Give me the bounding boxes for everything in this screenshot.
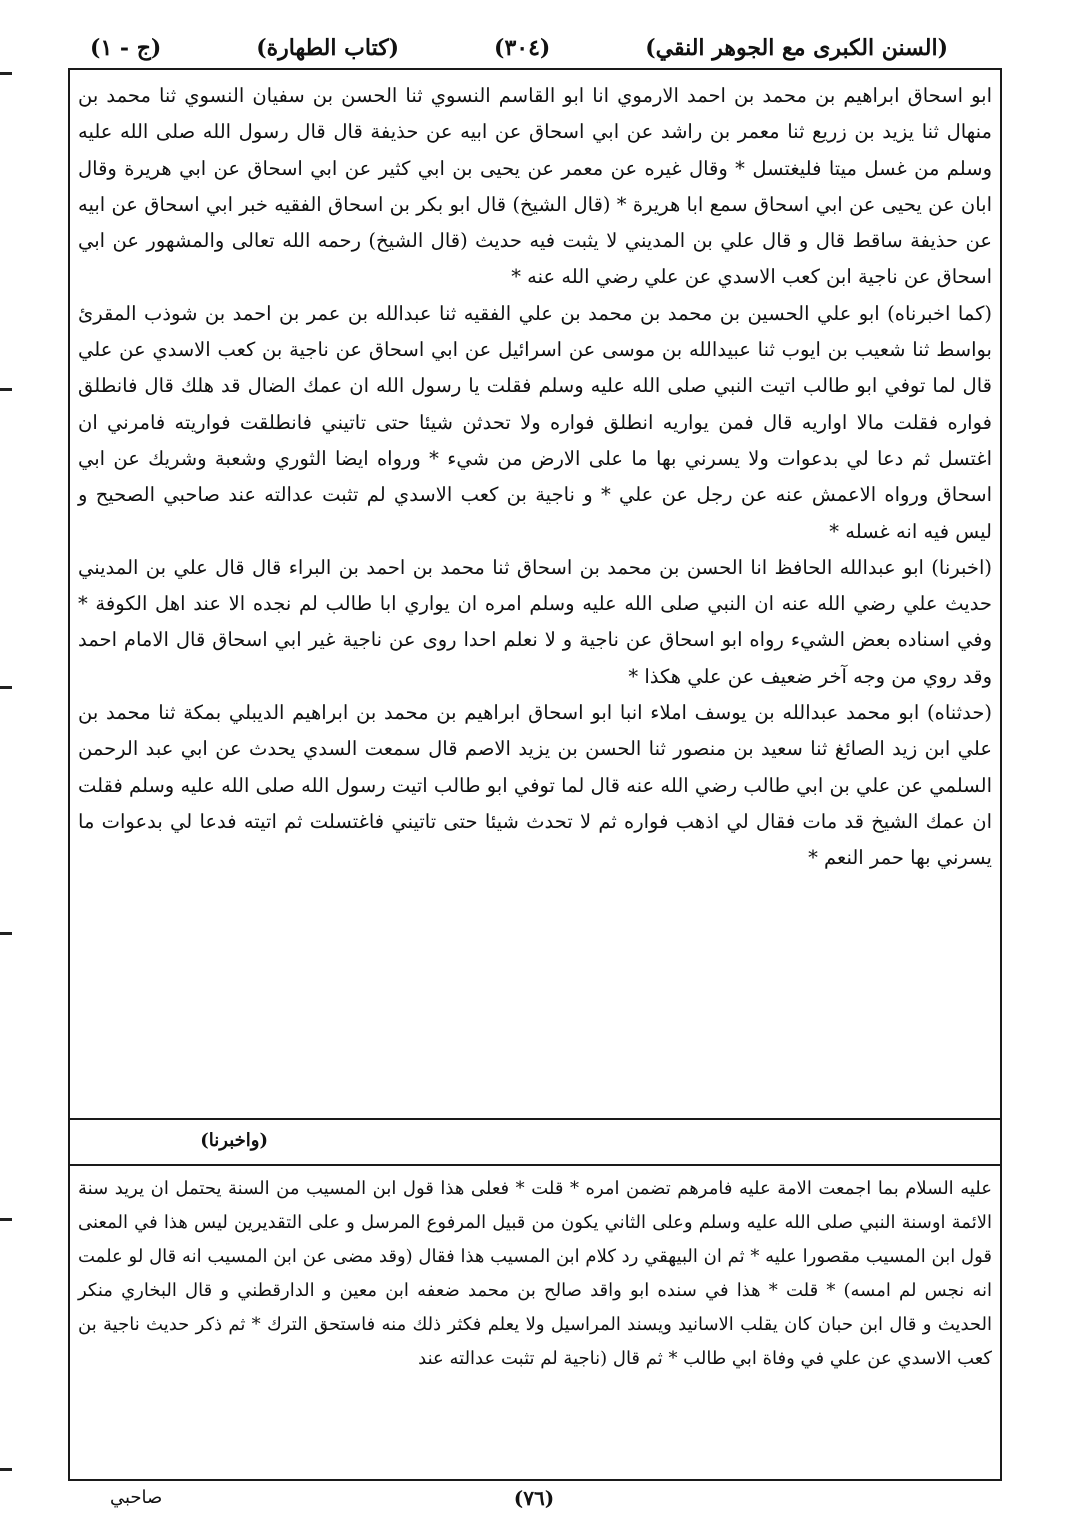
margin-mark <box>0 1218 12 1221</box>
margin-mark <box>0 932 12 935</box>
divider-bottom <box>70 1164 1000 1166</box>
book-title: (السنن الكبرى مع الجوهر النقي) <box>645 35 948 61</box>
catchword: (واخبرنا) <box>200 1130 268 1151</box>
page-header <box>90 30 948 66</box>
divider-top <box>70 1118 1000 1120</box>
volume-number: (ج - ١) <box>90 35 162 61</box>
main-paragraph-2: (كما اخبرناه) ابو علي الحسين بن محمد بن محمد بن علي الفقيه ثنا عبدالله بن عمر بن احمد بن شوذب المقرئ بواسط ثنا شعيب بن ايوب ثنا عبيدالله بن موسى عن اسرائيل عن ابي اسحاق عن ناجية بن كعب الاسدي عن علي قال لما توفي ابو طالب اتيت النبي صلى الله عليه وسلم فقلت يا رسول الله ان عمك الضال قد هلك قال فانطلق فواره فقلت مالا اواريه قال فمن يواريه انطلق فواره ولا تحدثن شيئا حتى تاتيني فانطلقت فواريته فامرني ان اغتسل ثم دعا لي بدعوات ولا يسرني بها ما على الارض من شيء * ورواه ايضا الثوري وشعبة وشريك عن ابي اسحاق ورواه الاعمش عنه عن رجل عن علي * و ناجية بن كعب الاسدي لم تثبت عدالته عند صاحبي الصحيح و ليس فيه انه غسله * <box>78 301 992 543</box>
margin-mark <box>0 1468 12 1471</box>
page-number-header: (٣٠٤) <box>494 35 551 61</box>
footnote-paragraph-1: عليه السلام بما اجمعت الامة عليه فامرهم تضمن امره * قلت * فعلى هذا قول ابن المسيب من السنة يحتمل ان يريد سنة الائمة اوسنة النبي صلى الله عليه وسلم وعلى الثاني يكون من قبيل المرفوع المرسل و على التقديرين ليس هذا في المعنى قول ابن المسيب مقصورا عليه * ثم ان البيهقي رد كلام ابن المسيب هذا فقال (وقد مضى عن ابن المسيب انه قال لو علمت انه نجس لم امسه) * قلت * هذا في سنده ابو واقد صالح بن محمد ضعفه ابن معين و الدارقطني و قال البخاري منكر الحديث و قال ابن حبان كان يقلب الاسانيد ويسند المراسيل ولا يعلم فكثر ذلك منه فاستحق الترك * ثم ذكر حديث ناجية بن كعب الاسدي عن علي في وفاة ابي طالب * ثم قال (ناجية لم تثبت عدالته عند <box>78 1178 992 1369</box>
main-paragraph-1: ابو اسحاق ابراهيم بن محمد بن احمد الارموي انا ابو القاسم النسوي ثنا الحسن بن سفيان النسوي ثنا محمد بن منهال ثنا يزيد بن زريع ثنا معمر بن راشد عن ابي اسحاق عن ابيه عن حذيفة قال قال رسول الله صلى الله عليه وسلم من غسل ميتا فليغتسل * وقال غيره عن معمر عن يحيى بن ابي كثير عن ابي اسحاق عن ابي هريرة وقال ابان عن يحيى عن ابي اسحاق سمع ابا هريرة * (قال الشيخ) قال ابو بكر بن اسحاق الفقيه خبر ابي اسحاق عن ابيه عن حذيفة ساقط قال و قال علي بن المديني لا يثبت فيه حديث (قال الشيخ) رحمه الله تعالى والمشهور عن ابي اسحاق عن ناجية ابن كعب الاسدي عن علي رضي الله عنه * <box>78 84 993 289</box>
margin-mark <box>0 388 12 391</box>
footnote-commentary <box>78 1172 992 1376</box>
margin-mark <box>0 72 12 75</box>
main-text <box>78 78 992 877</box>
margin-mark <box>0 686 12 689</box>
main-paragraph-3: (اخبرنا) ابو عبدالله الحافظ انا الحسن بن محمد بن اسحاق ثنا محمد بن احمد بن البراء قال قال علي بن المديني حديث علي رضي الله عنه ان النبي صلى الله عليه وسلم امره ان يواري ابا طالب لم نجده الا عند اهل الكوفة * وفي اسناده بعض الشيء رواه ابو اسحاق عن ناجية و لا نعلم احدا روى عن ناجية غير ابي اسحاق قال الامام احمد وقد روي من وجه آخر ضعيف عن علي هكذا * <box>78 555 992 688</box>
page-number-footer: (٧٦) <box>513 1486 555 1510</box>
main-paragraph-4: (حدثناه) ابو محمد عبدالله بن يوسف املاء انبا ابو اسحاق ابراهيم بن محمد بن ابراهيم الديبلي بمكة ثنا محمد بن علي ابن زيد الصائغ ثنا سعيد بن منصور ثنا الحسن بن يزيد الاصم قال سمعت السدي يحدث عن ابي عبد الرحمن السلمي عن علي بن ابي طالب رضي الله عنه قال لما توفي ابو طالب اتيت رسول الله صلى الله عليه وسلم فقلت ان عمك الشيخ قد مات فقال لي اذهب فواره ثم لا تحدث شيئا حتى تاتيني فاغتسلت ثم اتيته فدعا لي بدعوات ما يسرني بها حمر النعم * <box>78 701 992 870</box>
chapter-title: (كتاب الطهارة) <box>256 35 400 61</box>
footer-catchword: صاحبي <box>110 1487 163 1508</box>
